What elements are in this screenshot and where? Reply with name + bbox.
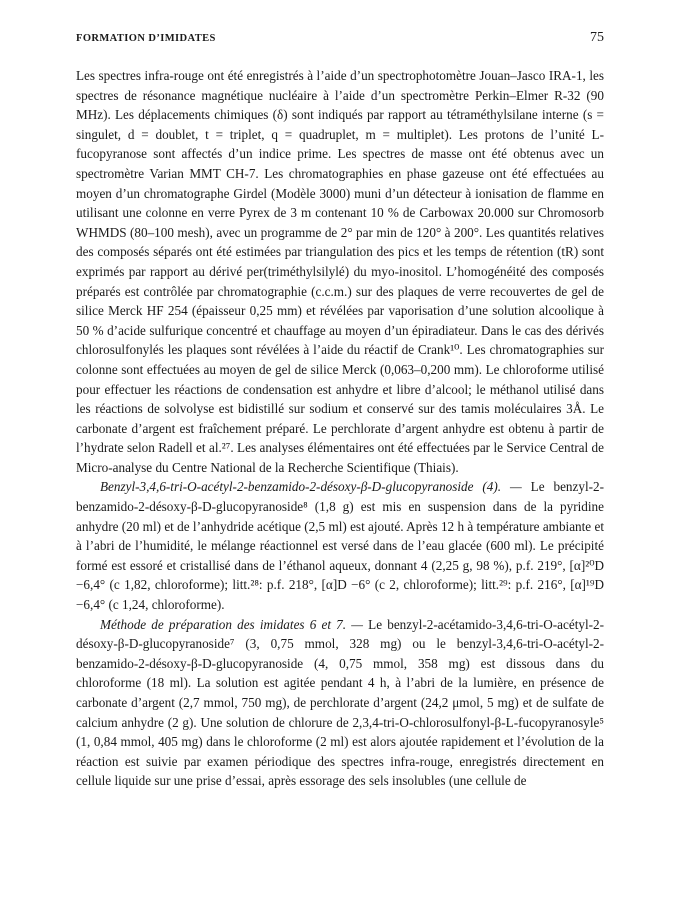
paragraph-text: Le benzyl-2-benzamido-2-désoxy-β-D-glucopyranoside⁸ (1,8 g) est mis en suspension dans de la pyridine anhydre (20 ml) et de l’anhydride acétique (2,5 ml) est ajouté. Après 12 h à température ambiante et à l’abri de l’humidité, le mélange réactionnel est versé dans de l’eau glacée (600 ml). Le précipité formé est essoré et cristallisé dans de l’éthanol aqueux, donnant 4 (2,25 g, 98 %), p.f. 219°, [α]²⁰D −6,4° (c 1,82, chloroforme); litt.²⁸: p.f. 218°, [α]D −6° (c 2, chloroforme); litt.²⁹: p.f. 216°, [α]¹⁹D −6,4° (c 1,24, chloroforme). bbox=[76, 479, 605, 613]
page-number: 75 bbox=[590, 30, 604, 45]
running-title: FORMATION D’IMIDATES bbox=[76, 33, 216, 44]
paragraph-text: Les spectres infra-rouge ont été enregistrés à l’aide d’un spectrophotomètre Jouan–Jasco IRA-1, les spectres de résonance magnétique nucléaire à l’aide d’un spectromètre Perkin–Elmer R-32 (90 MHz). Les déplacements chimiques (δ) sont indiqués par rapport au tétraméthylsilane interne (s = singulet, d = doublet, t = triplet, q = quadruplet, m = multiplet). Les protons de l’unité L-fucopyranose sont affectés d’un indice prime. Les spectres de masse ont été obtenus avec un spectromètre Varian MMT CH-7. Les chromatographies en phase gazeuse ont été effectuées au moyen d’un chromatographe Girdel (Modèle 3000) muni d’un détecteur à ionisation de flamme en utilisant une colonne en verre Pyrex de 3 m contenant 10 % de Carbowax 20.000 sur Chromosorb WHMDS (80–100 mesh), avec un programme de 2° par min de 120° à 200°. Les quantités relatives des composés séparés ont été estimées par triangulation des pics et les temps de rétention (tR) sont exprimés par rapport au dérivé per(triméthylsilylé) du myo-inositol. L’homogénéité des composés préparés est contrôlée par chromatographie (c.c.m.) sur des plaques de verre recouvertes de gel de silice Merck HF 254 (épaisseur 0,25 mm) et révélées par vaporisation d’une solution alcoolique à 50 % d’acide sulfurique concentré et chauffage au moyen d’un épiradiateur. Dans le cas des dérivés chlorosulfonylés les plaques sont révélées à l’aide du réactif de Crank¹⁰. Les chromatographies sur colonne sont effectuées au moyen de gel de silice Merck (0,063–0,200 mm). Le chloroforme utilisé pour effectuer les réactions de condensation est anhydre et libre d’alcool; le méthanol utilisé dans les réactions de solvolyse est bidistillé sur sodium et conservé sur des tamis moléculaires 3Å. Le carbonate d’argent est fraîchement préparé. Le perchlorate d’argent anhydre est obtenu à partir de l’hydrate selon Radell et al.²⁷. Les analyses élémentaires ont été effectuées par le Service Central de Micro-analyse du Centre National de la Recherche Scientifique (Thiais). bbox=[76, 68, 604, 475]
paragraph-imidates-method bbox=[76, 615, 604, 791]
paragraph-heading: Méthode de préparation des imidates 6 et 7. — bbox=[100, 616, 369, 632]
paragraph-compound-4 bbox=[76, 477, 604, 614]
running-header bbox=[76, 30, 604, 52]
journal-page bbox=[76, 30, 604, 791]
paragraph-methods bbox=[76, 66, 604, 477]
paragraph-text: Le benzyl-2-acétamido-3,4,6-tri-O-acétyl-2-désoxy-β-D-glucopyranoside⁷ (3, 0,75 mmol, 328 mg) ou le benzyl-3,4,6-tri-O-acétyl-2-benzamido-2-désoxy-β-D-glucopyranoside (4, 0,75 mmol, 358 mg) est dissous dans du chloroforme (18 ml). La solution est agitée pendant 4 h, à l’abri de la lumière, en présence de carbonate d’argent (2,7 mmol, 750 mg), de perchlorate d’argent (24,2 μmol, 5 mg) et de sulfate de calcium anhydre (2 g). Une solution de chlorure de 2,3,4-tri-O-chlorosulfonyl-β-L-fucopyranosyle⁵ (1, 0,84 mmol, 405 mg) dans le chloroforme (2 ml) est alors ajoutée rapidement et l’évolution de la réaction est suivie par examen périodique des spectres infra-rouge, enregistrés directement en cellule liquide sur une prise d’essai, après essorage des sels insolubles (une cellule de bbox=[76, 616, 604, 789]
paragraph-heading: Benzyl-3,4,6-tri-O-acétyl-2-benzamido-2-désoxy-β-D-glucopyranoside (4). — bbox=[100, 479, 531, 495]
